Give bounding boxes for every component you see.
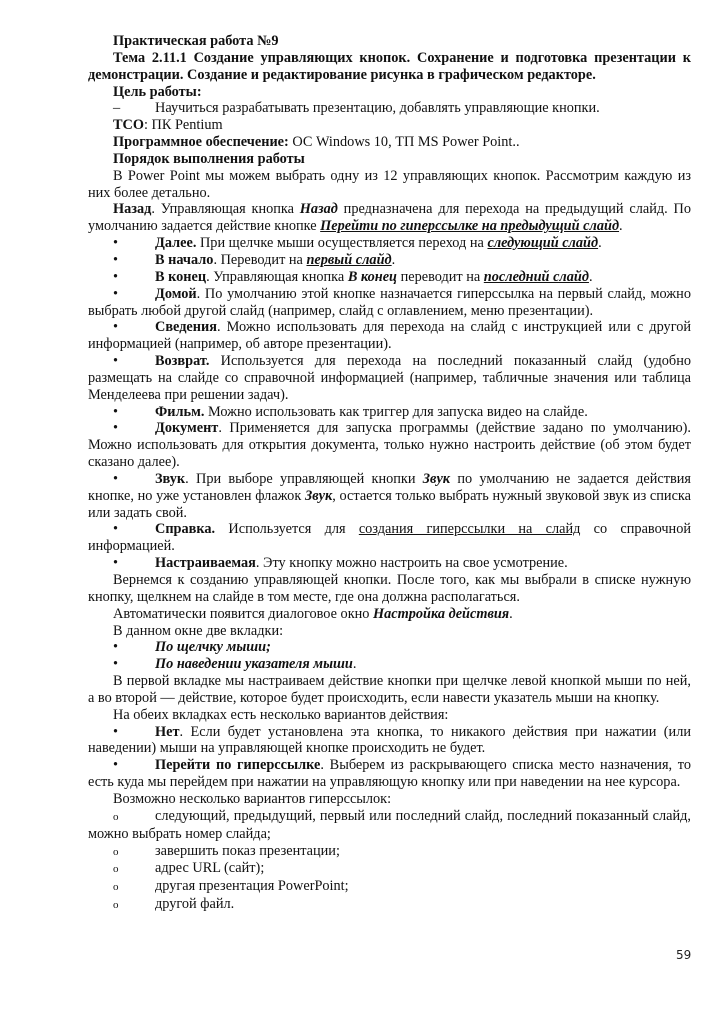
emphasized-text: Порядок выполнения работы (113, 150, 305, 167)
paragraph (88, 201, 691, 235)
text-run: В Power Point мы можем выбрать одну из 12 управляющих кнопок. Рассмотрим каждую из них более детально. (88, 167, 691, 201)
text-run: В первой вкладке мы настраиваем действие кнопки при щелчке левой кнопкой мыши по ней, а во второй — действие, которое будет происходить, если навести указатель мыши на кнопку. (88, 673, 691, 706)
dash-bullet-icon: – (113, 100, 121, 117)
emphasized-text: Сведения (155, 319, 217, 336)
bullet-icon: • (113, 235, 119, 252)
circle-bullet-icon: o (113, 899, 119, 912)
bullet-icon: • (113, 251, 119, 268)
text-run: . (352, 656, 357, 673)
emphasized-text: Перейти по гиперссылке на предыдущий слайд (320, 218, 620, 235)
paragraph (88, 606, 691, 623)
paragraph (88, 623, 691, 640)
list-item (88, 235, 691, 252)
text-run: адрес URL (сайт); (155, 860, 265, 877)
text-run: . По умолчанию этой кнопке назначается гиперссылка на первый слайд, можно выбрать любой другой слайд (например, слайд с оглавлением, меню презентации). (88, 285, 691, 319)
emphasized-text: Звук (422, 470, 451, 487)
text-run: . (598, 235, 602, 252)
paragraph (88, 33, 691, 50)
emphasized-text: Назад (113, 201, 152, 218)
text-run: Можно использовать как триггер для запуска видео на слайде. (204, 403, 588, 420)
bullet-icon: • (113, 403, 119, 420)
paragraph (88, 151, 691, 168)
emphasized-text: Далее. (155, 235, 197, 252)
emphasized-text: В конец (347, 268, 398, 285)
bullet-icon: • (113, 757, 119, 774)
paragraph (88, 572, 691, 606)
text-run: Используется для перехода на последний показанный слайд (удобно размещать на слайде со справочной информацией (например, табличные значения или таблица Менделеева при решении задач). (88, 353, 691, 403)
text-run: . Управляющая кнопка (206, 268, 348, 285)
emphasized-text: Настраиваемая (155, 555, 256, 572)
emphasized-text: Фильм. (155, 403, 205, 420)
list-item (88, 100, 691, 117)
paragraph (88, 707, 691, 724)
text-run: . (509, 605, 513, 622)
text-run: . (391, 251, 396, 268)
bullet-icon: • (113, 555, 119, 572)
emphasized-text: Цель работы: (113, 83, 202, 100)
text-run: другой файл. (155, 896, 235, 913)
text-run: . Переводит на (213, 251, 307, 268)
bullet-icon: • (113, 353, 119, 370)
emphasized-text: Практическая работа №9 (113, 33, 279, 49)
emphasized-text: Звук (155, 470, 186, 487)
list-item (88, 286, 691, 320)
paragraph (88, 134, 691, 151)
text-run: Научиться разрабатывать презентацию, добавлять управляющие кнопки. (155, 100, 600, 117)
text-run: . Если будет установлена эта кнопка, то никакого действия при нажатии (или наведении) мыши на управляющей кнопке происходить не будет. (88, 723, 691, 757)
text-run: : ПК Pentium (143, 117, 223, 134)
circle-bullet-icon: o (113, 845, 119, 858)
list-item (88, 420, 691, 471)
bullet-icon: • (113, 723, 119, 740)
bullet-icon: • (113, 639, 119, 656)
list-item (88, 808, 691, 843)
list-item (88, 555, 691, 572)
list-item (88, 656, 691, 673)
text-run: . (619, 218, 623, 235)
text-run: . Управляющая кнопка (151, 201, 300, 218)
emphasized-text: Назад (299, 201, 338, 218)
list-item (88, 843, 691, 861)
emphasized-text: Возврат. (155, 353, 210, 370)
text-run: Вернемся к созданию управляющей кнопки. После того, как мы выбрали в списке нужную кнопку, щелкнем на слайде в том месте, где она должна располагаться. (88, 572, 691, 605)
list-item (88, 471, 691, 522)
circle-bullet-icon: o (113, 881, 119, 894)
list-item (88, 639, 691, 656)
bullet-icon: • (113, 285, 119, 302)
emphasized-text: В начало (155, 251, 214, 268)
bullet-icon: • (113, 470, 119, 487)
text-run: Автоматически появится диалоговое окно (113, 605, 374, 622)
bullet-icon: • (113, 521, 119, 538)
list-item (88, 860, 691, 878)
text-run: . При выборе управляющей кнопки (185, 470, 423, 487)
paragraph (88, 168, 691, 202)
emphasized-text: Перейти по гиперссылке (155, 757, 321, 774)
list-item (88, 896, 691, 914)
text-run: . Можно использовать для перехода на слайд с инструкцией или с другой информацией (например, об авторе презентации). (88, 319, 691, 353)
text-run: ОС Windows 10, ТП MS Power Point.. (288, 134, 520, 151)
emphasized-text: Настройка действия (373, 605, 510, 622)
text-run: Возможно несколько вариантов гиперссылок: (113, 790, 392, 807)
emphasized-text: По щелчку мыши; (155, 639, 271, 656)
text-run: . Применяется для запуска программы (действие задано по умолчанию). Можно использовать для открытия документа, только нужно настроить действие (об этом будет сказано далее). (88, 420, 691, 471)
list-item (88, 252, 691, 269)
list-item (88, 878, 691, 896)
page-number: 59 (676, 948, 692, 962)
paragraph (88, 791, 691, 808)
text-run: по умолчанию не задается действия кнопке, но уже установлен флажок (88, 470, 691, 504)
bullet-icon: • (113, 319, 119, 336)
paragraph (88, 50, 691, 84)
bullet-icon: • (113, 656, 119, 673)
text-run: завершить показ презентации; (155, 842, 340, 859)
text-run: со справочной информацией. (88, 521, 691, 555)
list-item (88, 757, 691, 791)
emphasized-text: Справка. (155, 521, 216, 538)
emphasized-text: Программное обеспечение: (113, 134, 289, 151)
emphasized-text: ТСО (113, 117, 144, 134)
text-run: На обеих вкладках есть несколько вариантов действия: (113, 706, 449, 723)
text-run: следующий, предыдущий, первый или последний слайд, последний показанный слайд, можно выбрать номер слайда; (88, 807, 691, 842)
emphasized-text: Документ (155, 420, 219, 437)
circle-bullet-icon: o (113, 810, 119, 823)
text-run: Используется для (215, 521, 359, 538)
emphasized-text: следующий слайд (487, 235, 599, 252)
text-run: При щелчке мыши осуществляется переход на (196, 235, 488, 252)
bullet-icon: • (113, 420, 119, 437)
list-item (88, 319, 691, 353)
emphasized-text: Тема 2.11.1 Создание управляющих кнопок. Сохранение и подготовка презентации к демонстрации. Создание и редактирование рисунка в графическом редакторе. (88, 49, 691, 83)
text-run: В данном окне две вкладки: (113, 622, 284, 639)
list-item (88, 353, 691, 404)
emphasized-text: Звук (305, 487, 333, 504)
text-run: переводит на (397, 268, 484, 285)
list-item (88, 404, 691, 421)
text-run: предназначена для перехода на предыдущий слайд. По умолчанию задается действие кнопке (88, 201, 691, 235)
paragraph (88, 117, 691, 134)
list-item (88, 521, 691, 555)
paragraph (88, 673, 691, 707)
emphasized-text: В конец (155, 268, 207, 285)
list-item (88, 724, 691, 758)
document-body (88, 33, 691, 914)
text-run: . Выберем из раскрывающего списка место назначения, то есть куда мы перейдем при нажатии на управляющую кнопку или при наведении на нее курсора. (88, 757, 692, 791)
paragraph (88, 84, 691, 101)
emphasized-text: По наведении указателя мыши (155, 656, 353, 673)
emphasized-text: последний слайд (483, 268, 589, 285)
list-item (88, 269, 691, 286)
emphasized-text: Нет (155, 723, 180, 740)
emphasized-text: первый слайд (306, 251, 392, 268)
bullet-icon: • (113, 268, 119, 285)
text-run: . (588, 268, 593, 285)
text-run: другая презентация PowerPoint; (155, 878, 349, 895)
text-run: . Эту кнопку можно настроить на свое усмотрение. (255, 555, 568, 572)
circle-bullet-icon: o (113, 863, 119, 876)
emphasized-text: создания гиперссылки на слайд (358, 521, 581, 538)
text-run: , остается только выбрать нужный звуковой звук из списка или задать свой. (88, 487, 692, 521)
emphasized-text: Домой (155, 285, 197, 302)
